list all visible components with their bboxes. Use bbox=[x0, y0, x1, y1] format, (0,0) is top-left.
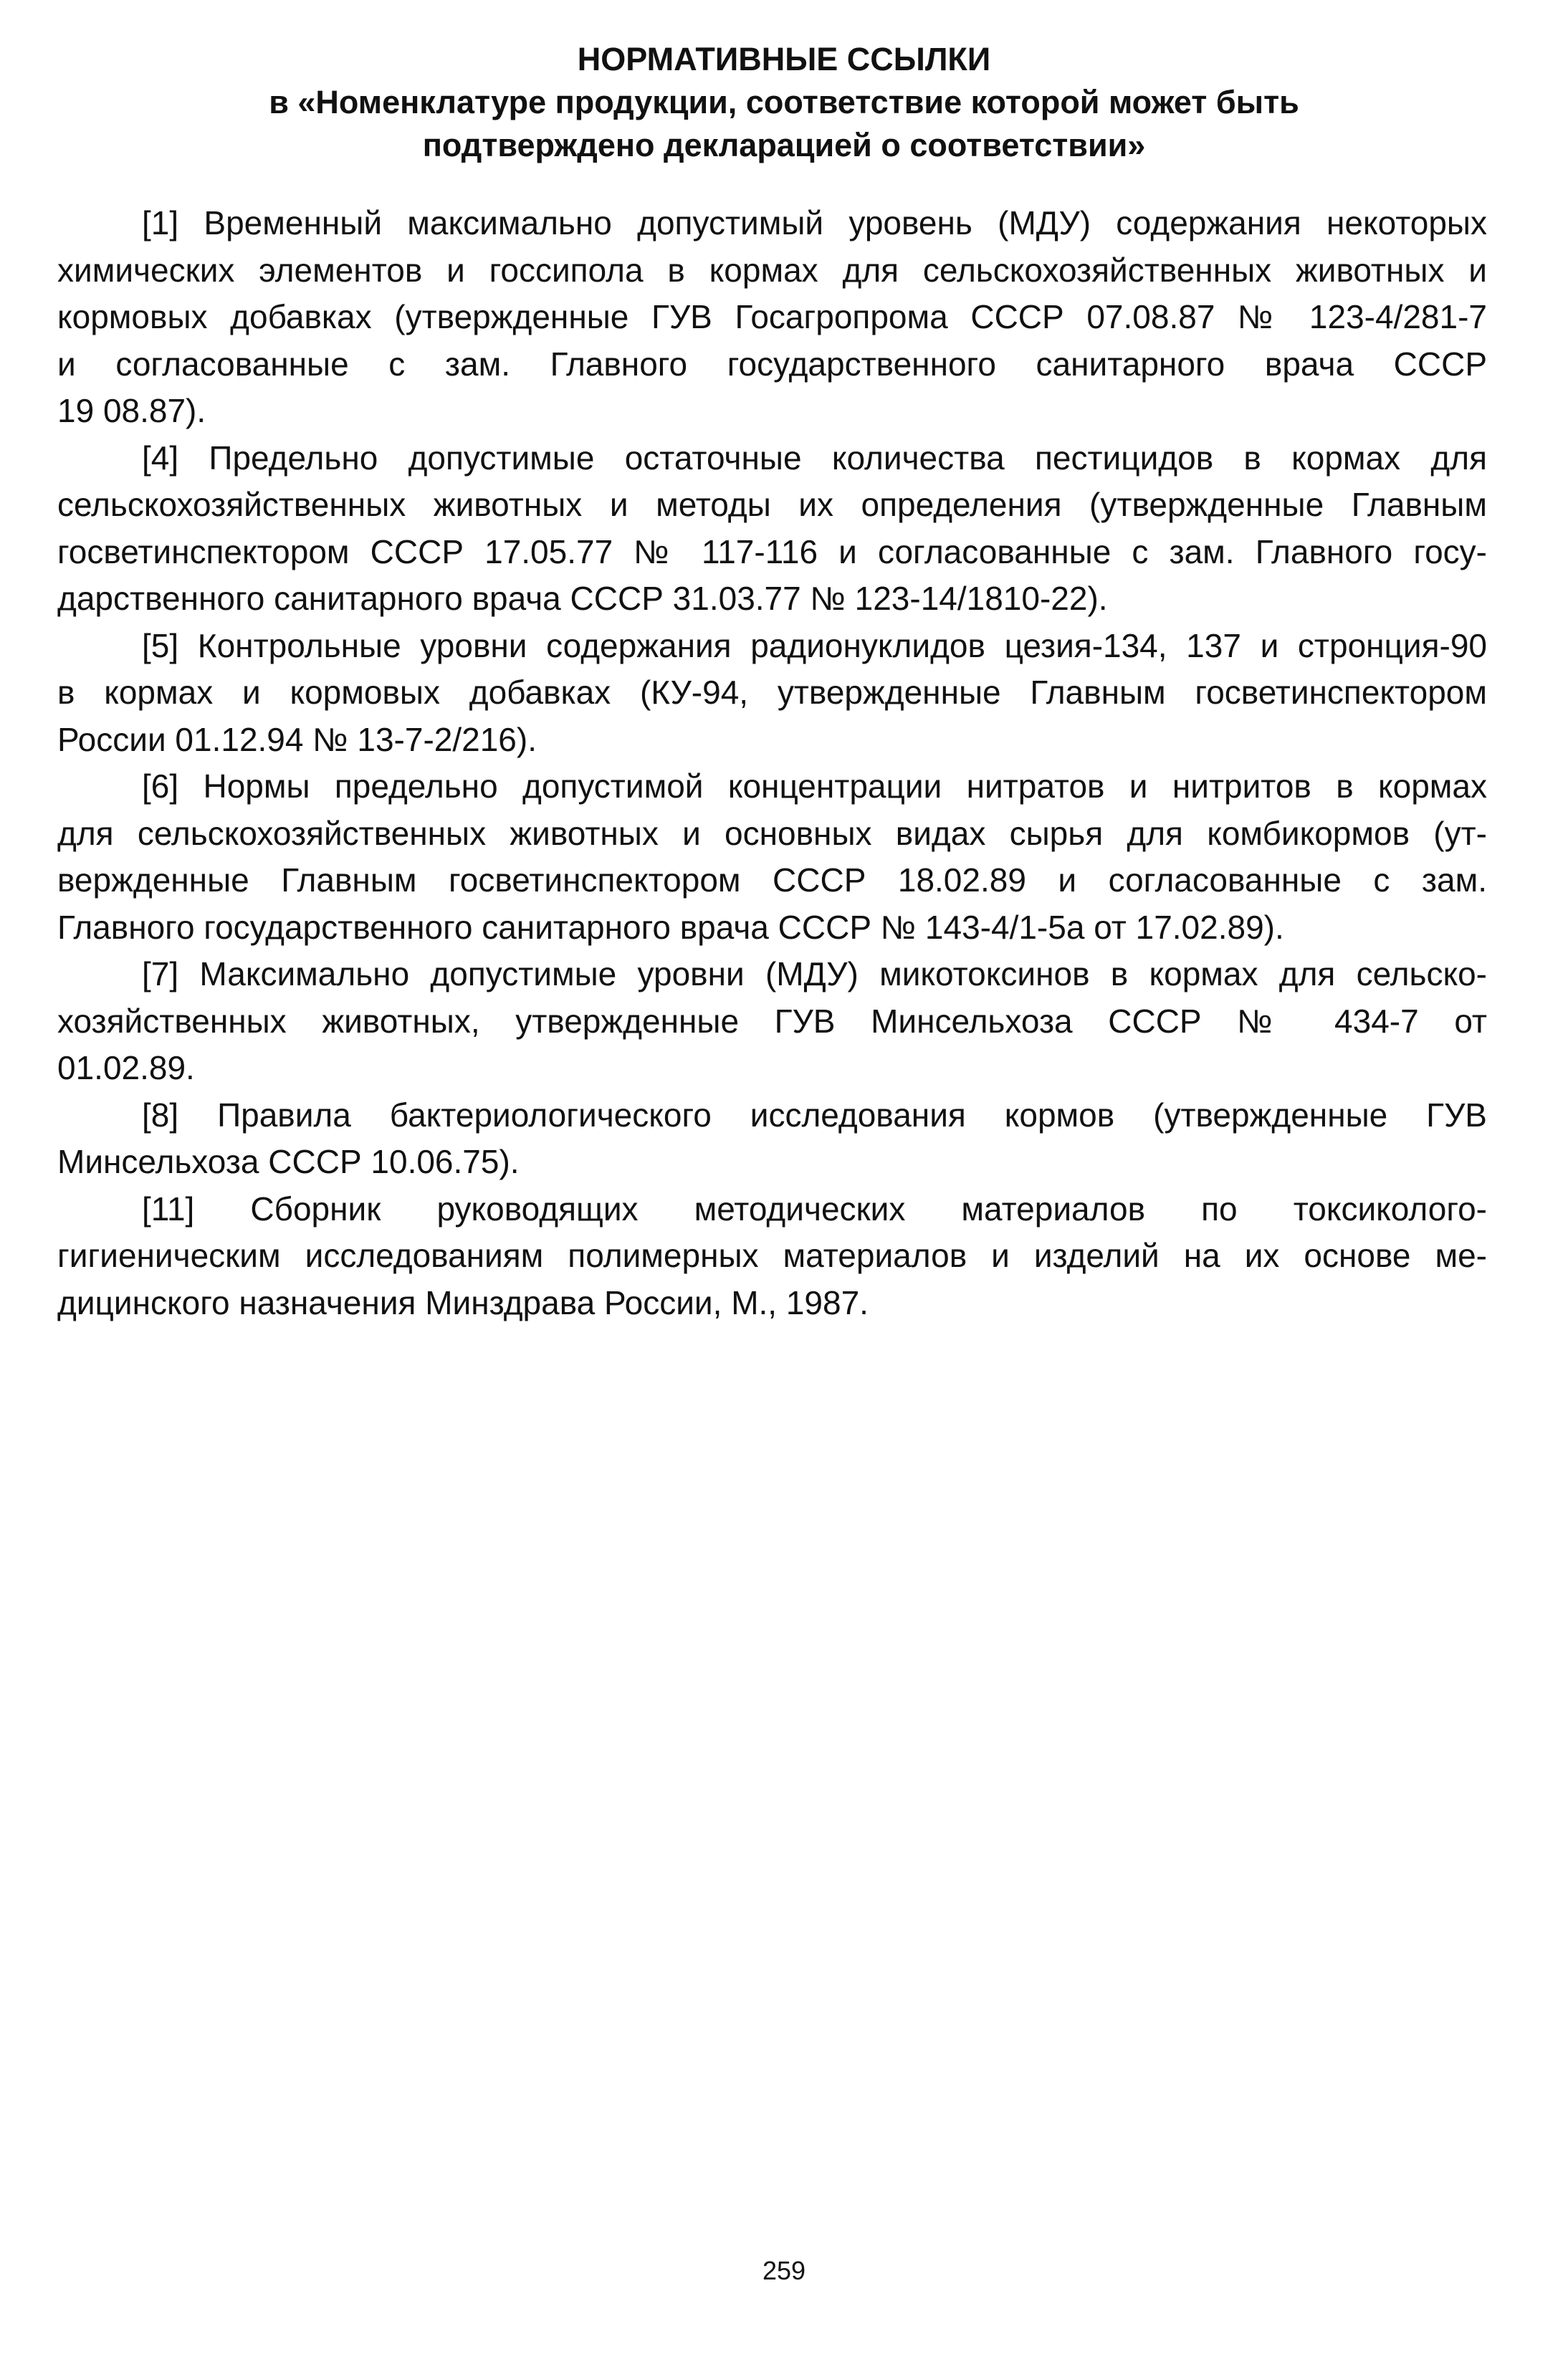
text-line: 01.02.89. bbox=[57, 1049, 195, 1086]
text-line: дицинского назначения Минздрава России, М., 1987. bbox=[57, 1283, 869, 1321]
references-list bbox=[57, 200, 1487, 1326]
text-line: [11] Сборник руководящих методических материалов по токсиколого- bbox=[142, 1190, 1487, 1228]
reference-paragraph bbox=[57, 951, 1487, 1092]
reference-paragraph bbox=[57, 200, 1487, 435]
text-line: [7] Максимально допустимые уровни (МДУ) микотоксинов в кормах для сельско- bbox=[142, 955, 1487, 992]
text-line: [4] Предельно допустимые остаточные количества пестицидов в кормах для bbox=[142, 439, 1487, 477]
text-line: кормовых добавках (утвержденные ГУВ Госагропрома СССР 07.08.87 № 123-4/281-7 bbox=[57, 298, 1487, 335]
text-line: хозяйственных животных, утвержденные ГУВ Минсельхоза СССР № 434-7 от bbox=[57, 1002, 1487, 1040]
text-line: гигиеническим исследованиям полимерных материалов и изделий на их основе ме- bbox=[57, 1237, 1487, 1274]
text-line: для сельскохозяйственных животных и основных видах сырья для комбикормов (ут- bbox=[57, 814, 1487, 852]
text-line: 19 08.87). bbox=[57, 392, 206, 429]
text-line: [8] Правила бактериологического исследования кормов (утвержденные ГУВ bbox=[142, 1096, 1487, 1134]
page-title bbox=[0, 38, 1568, 167]
text-line: Минсельхоза СССР 10.06.75). bbox=[57, 1143, 520, 1180]
page-number: 259 bbox=[762, 2256, 806, 2285]
title-line-3: подтверждено декларацией о соответствии» bbox=[422, 127, 1146, 163]
reference-paragraph bbox=[57, 435, 1487, 623]
reference-paragraph bbox=[57, 623, 1487, 764]
reference-paragraph bbox=[57, 763, 1487, 951]
reference-paragraph bbox=[57, 1092, 1487, 1186]
text-line: дарственного санитарного врача СССР 31.03.77 № 123-14/1810-22). bbox=[57, 580, 1108, 617]
text-line: госветинспектором СССР 17.05.77 № 117-116 и согласованные с зам. Главного госу- bbox=[57, 532, 1487, 570]
text-line: России 01.12.94 № 13-7-2/216). bbox=[57, 720, 537, 758]
text-line: вержденные Главным госветинспектором СССР 18.02.89 и согласованные с зам. bbox=[57, 861, 1487, 899]
title-line-2: в «Номенклатуре продукции, соответствие которой может быть bbox=[269, 84, 1299, 120]
text-line: и согласованные с зам. Главного государственного санитарного врача СССР bbox=[57, 345, 1487, 383]
title-line-1: НОРМАТИВНЫЕ ССЫЛКИ bbox=[577, 41, 991, 77]
text-line: [5] Контрольные уровни содержания радионуклидов цезия-134, 137 и стронция-90 bbox=[142, 626, 1487, 664]
text-line: сельскохозяйственных животных и методы их определения (утвержденные Главным bbox=[57, 486, 1487, 523]
text-line: Главного государственного санитарного врача СССР № 143-4/1-5а от 17.02.89). bbox=[57, 908, 1284, 946]
text-line: [1] Временный максимально допустимый уровень (МДУ) содержания некоторых bbox=[142, 204, 1487, 241]
text-line: [6] Нормы предельно допустимой концентрации нитратов и нитритов в кормах bbox=[142, 767, 1487, 805]
reference-paragraph bbox=[57, 1186, 1487, 1327]
text-line: химических элементов и госсипола в кормах для сельскохозяйственных животных и bbox=[57, 251, 1487, 289]
text-line: в кормах и кормовых добавках (КУ-94, утвержденные Главным госветинспектором bbox=[57, 674, 1487, 711]
